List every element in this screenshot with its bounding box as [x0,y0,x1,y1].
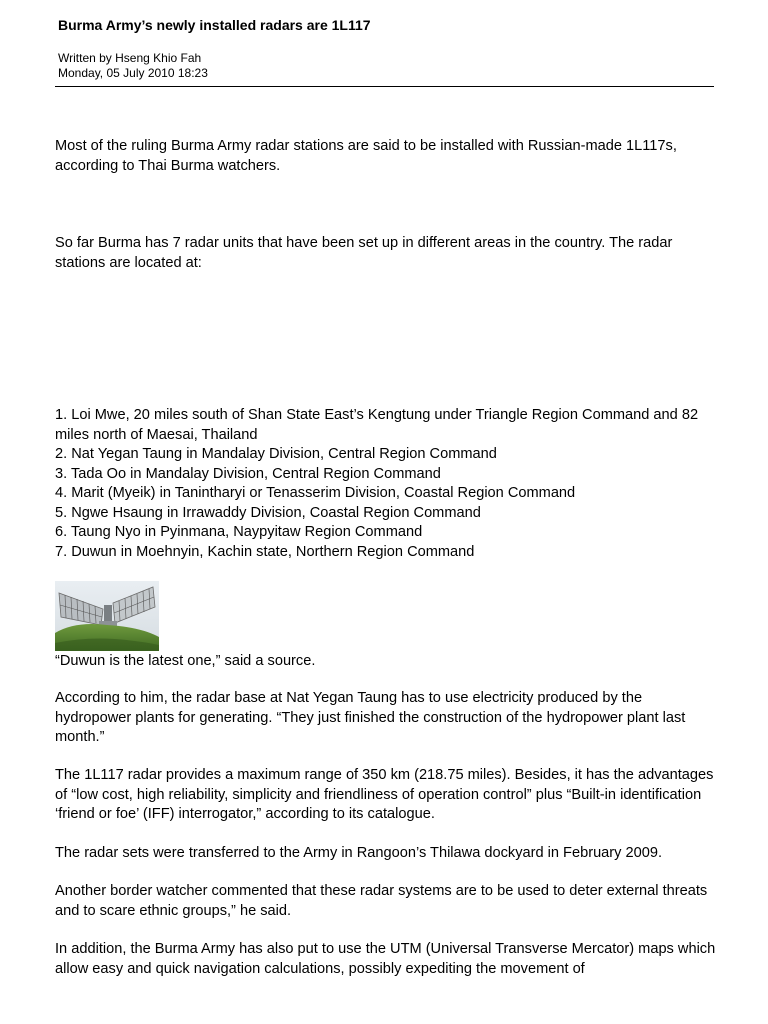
body-paragraph: According to him, the radar base at Nat Yegan Taung has to use electricity produced by the hydropower plants for generating. “They just finished the construction of the hydropower plant last month.” [55,690,686,745]
body-paragraph: Another border watcher commented that these radar systems are to be used to deter external threats and to scare ethnic groups,” he said. [55,883,708,919]
body-paragraph: The 1L117 radar provides a maximum range of 350 km (218.75 miles). Besides, it has the advantages of “low cost, high reliability, simplicity and friendliness of operation control” plus “Built-in identification ‘friend or foe’ (IFF) interrogator,” according to its catalogue. [55,767,714,822]
body-paragraph: “Duwun is the latest one,” said a source. [55,653,316,669]
list-item: 5. Ngwe Hsaung in Irrawaddy Division, Coastal Region Command [55,504,481,521]
body-paragraph: The radar sets were transferred to the Army in Rangoon’s Thilawa dockyard in February 2009. [55,845,663,861]
list-item: 4. Marit (Myeik) in Tanintharyi or Tenasserim Division, Coastal Region Command [55,485,576,501]
intro-paragraph: Most of the ruling Burma Army radar stations are said to be installed with Russian-made 1L117s, according to Thai Burma watchers. [55,138,677,174]
article-title: Burma Army’s newly installed radars are 1L117 [58,17,371,33]
header-divider [55,86,714,87]
list-item: 1. Loi Mwe, 20 miles south of Shan State East’s Kengtung under Triangle Region Command and 82 miles north of Maesai, Thailand [55,407,699,443]
article-date: Monday, 05 July 2010 18:23 [58,66,208,80]
list-item: 6. Taung Nyo in Pyinmana, Naypyitaw Region Command [55,524,423,540]
list-item: 3. Tada Oo in Mandalay Division, Central Region Command [55,465,441,482]
body-paragraph: In addition, the Burma Army has also put to use the UTM (Universal Transverse Mercator) maps which allow easy and quick navigation calculations, possibly expediting the movement of [55,941,716,977]
list-item: 7. Duwun in Moehnyin, Kachin state, Northern Region Command [55,543,475,560]
radar-station-list [55,406,720,562]
stations-intro-paragraph: So far Burma has 7 radar units that have been set up in different areas in the country. The radar stations are located at: [55,235,673,271]
list-item: 2. Nat Yegan Taung in Mandalay Division, Central Region Command [55,446,497,462]
article-author: Written by Hseng Khio Fah [58,51,202,65]
radar-antenna-photo [55,581,159,651]
